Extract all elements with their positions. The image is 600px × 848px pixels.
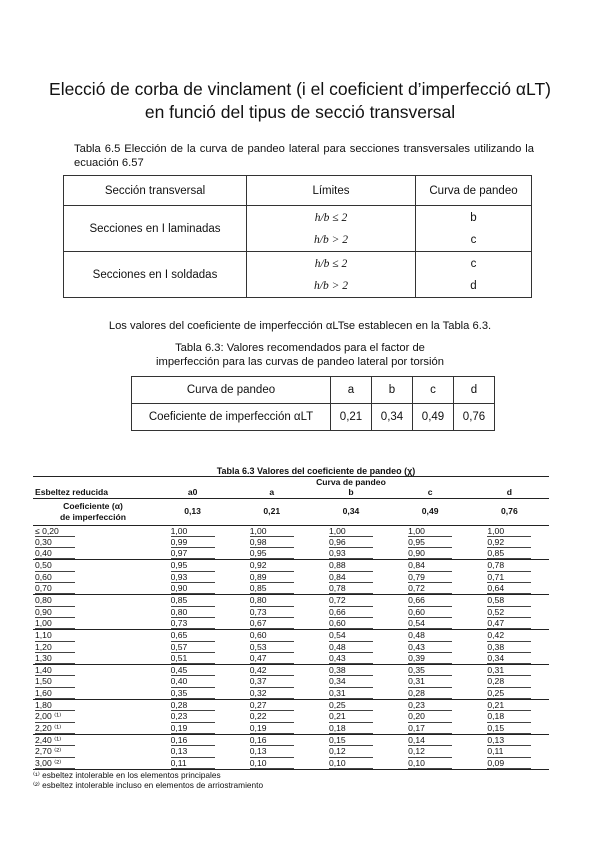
chi-value: 0,66 — [329, 607, 373, 618]
chi-value: 0,96 — [329, 537, 373, 548]
coef-value: 0,34 — [311, 498, 390, 525]
footnotes — [33, 770, 549, 790]
chi-value: 0,31 — [408, 676, 452, 687]
slenderness-value: 1,20 — [35, 642, 75, 653]
coef-cell: 0,49 — [413, 404, 454, 431]
chi-value: 0,37 — [250, 676, 294, 687]
coef-label: de imperfección — [60, 511, 126, 522]
slenderness-value: 2,00 ⁽¹⁾ — [35, 711, 75, 722]
chi-value: 0,14 — [408, 735, 452, 746]
curve-header: b — [311, 487, 390, 498]
table-6-5-caption: Tabla 6.5 Elección de la curva de pandeo lateral para secciones transversales utilizando la ecuación 6.57 — [74, 143, 534, 169]
chi-value: 1,00 — [171, 526, 215, 537]
chi-value: 0,19 — [250, 723, 294, 734]
chi-value: 0,09 — [487, 758, 531, 769]
chi-value: 0,54 — [408, 618, 452, 629]
chi-value: 0,88 — [329, 560, 373, 571]
chi-value: 0,51 — [171, 653, 215, 664]
slenderness-value: 1,50 — [35, 676, 75, 687]
table-6-3-imperfection — [131, 376, 495, 431]
chi-value: 0,10 — [250, 758, 294, 769]
chi-value: 0,97 — [171, 548, 215, 559]
chi-value: 0,54 — [329, 630, 373, 641]
chi-value: 0,65 — [171, 630, 215, 641]
chi-value: 0,15 — [329, 735, 373, 746]
chi-value: 0,73 — [250, 607, 294, 618]
imperfection-row — [33, 498, 549, 525]
chi-value: 0,95 — [408, 537, 452, 548]
chi-value: 0,32 — [250, 688, 294, 699]
page-title — [0, 78, 600, 124]
slenderness-value: 0,30 — [35, 537, 75, 548]
chi-value: 0,16 — [171, 735, 215, 746]
header-limits: Límites — [247, 176, 416, 206]
chi-value: 0,92 — [487, 537, 531, 548]
chi-value: 0,18 — [329, 723, 373, 734]
chi-value: 0,90 — [408, 548, 452, 559]
table-header-row — [33, 477, 549, 488]
coef-value: 0,49 — [391, 498, 470, 525]
chi-value: 0,42 — [487, 630, 531, 641]
chi-value: 0,85 — [487, 548, 531, 559]
chi-value: 0,43 — [408, 642, 452, 653]
slenderness-value: 0,50 — [35, 560, 75, 571]
table-row — [33, 734, 549, 746]
table-row — [33, 583, 549, 595]
table-row — [33, 560, 549, 572]
table-row — [33, 665, 549, 677]
curve-cell: b — [372, 377, 413, 404]
table-row — [64, 252, 532, 298]
table-body — [33, 525, 549, 769]
curve-header: c — [391, 487, 470, 498]
chi-value: 0,72 — [329, 595, 373, 606]
chi-value: 0,17 — [408, 723, 452, 734]
table-title: Tabla 6.3 Valores del coeficiente de pandeo (χ) — [216, 466, 416, 476]
caption-line: imperfección para las curvas de pandeo lateral por torsión — [156, 355, 444, 368]
title-line-1: Elecció de corba de vinclament (i el coeficient d’imperfecció αLT) — [49, 79, 551, 99]
chi-value: 0,71 — [487, 572, 531, 583]
chi-value: 0,43 — [329, 653, 373, 664]
slenderness-header: Esbeltez reducida — [33, 487, 153, 498]
curve-header: a — [232, 487, 311, 498]
chi-value: 0,95 — [250, 548, 294, 559]
buckling-coefficient-table — [33, 476, 549, 770]
title-line-2: en funció del tipus de secció transversal — [144, 102, 456, 122]
chi-value: 0,35 — [171, 688, 215, 699]
table-row — [64, 206, 532, 252]
chi-value: 1,00 — [408, 526, 452, 537]
chi-value: 0,95 — [171, 560, 215, 571]
coef-value: 0,76 — [470, 498, 549, 525]
table-row — [33, 537, 549, 548]
header-buckling-curve: Curva de pandeo — [416, 176, 532, 206]
curve-header: d — [470, 487, 549, 498]
curve: c — [470, 233, 477, 246]
slenderness-value: 0,70 — [35, 583, 75, 594]
curve-cell: d — [454, 377, 495, 404]
table-row — [132, 377, 495, 404]
chi-value: 0,84 — [329, 572, 373, 583]
chi-value: 0,23 — [408, 700, 452, 711]
table-row — [33, 758, 549, 770]
table-6-3-caption — [0, 342, 600, 369]
chi-value: 0,60 — [408, 607, 452, 618]
chi-value: 0,39 — [408, 653, 452, 664]
curve-cell: c — [413, 377, 454, 404]
chi-value: 0,79 — [408, 572, 452, 583]
chi-value: 0,90 — [171, 583, 215, 594]
table-row — [132, 404, 495, 431]
chi-value: 0,34 — [329, 676, 373, 687]
table-row — [33, 618, 549, 630]
caption-line: Tabla 6.3: Valores recomendados para el factor de — [175, 342, 425, 354]
chi-value: 0,80 — [171, 607, 215, 618]
slenderness-value: 2,70 ⁽²⁾ — [35, 746, 75, 757]
slenderness-value: 1,00 — [35, 618, 75, 629]
chi-value: 0,18 — [487, 711, 531, 722]
limit: h/b ≤ 2 — [314, 257, 348, 270]
chi-value: 0,64 — [487, 583, 531, 594]
chi-value: 1,00 — [250, 526, 294, 537]
coef-value: 0,21 — [232, 498, 311, 525]
chi-value: 0,12 — [329, 746, 373, 757]
chi-value: 0,48 — [408, 630, 452, 641]
table-row — [33, 700, 549, 712]
section-laminated: Secciones en I laminadas — [64, 206, 247, 252]
chi-value: 0,34 — [487, 653, 531, 664]
table-row — [33, 595, 549, 607]
chi-value: 0,89 — [250, 572, 294, 583]
intro-text: Los valores del coeficiente de imperfección αLTse establecen en la Tabla 6.3. — [108, 320, 492, 332]
chi-value: 0,58 — [487, 595, 531, 606]
chi-value: 0,10 — [408, 758, 452, 769]
chi-value: 0,92 — [250, 560, 294, 571]
slenderness-value: 1,40 — [35, 665, 75, 676]
row-label: Curva de pandeo — [132, 377, 331, 404]
chi-value: 0,15 — [487, 723, 531, 734]
table-row — [33, 642, 549, 653]
chi-value: 0,72 — [408, 583, 452, 594]
chi-value: 0,40 — [171, 676, 215, 687]
chi-value: 0,66 — [408, 595, 452, 606]
chi-value: 0,99 — [171, 537, 215, 548]
slenderness-value: 0,90 — [35, 607, 75, 618]
chi-value: 0,11 — [171, 758, 215, 769]
limit: h/b ≤ 2 — [314, 211, 348, 224]
chi-value: 0,47 — [487, 618, 531, 629]
chi-value: 0,19 — [171, 723, 215, 734]
slenderness-value: 2,40 ⁽¹⁾ — [35, 735, 75, 746]
chi-value: 0,78 — [329, 583, 373, 594]
table-row — [33, 746, 549, 757]
table-row — [33, 548, 549, 560]
curve-header: a0 — [153, 487, 232, 498]
chi-value: 1,00 — [329, 526, 373, 537]
chi-value: 0,93 — [329, 548, 373, 559]
chi-value: 0,80 — [250, 595, 294, 606]
chi-value: 0,16 — [250, 735, 294, 746]
table-row — [33, 711, 549, 722]
slenderness-value: 0,80 — [35, 595, 75, 606]
coef-label: Coeficiente (α) — [63, 500, 123, 511]
chi-value: 0,42 — [250, 665, 294, 676]
chi-value: 0,23 — [171, 711, 215, 722]
coef-cell: 0,34 — [372, 404, 413, 431]
curve: d — [470, 279, 477, 292]
chi-value: 0,25 — [329, 700, 373, 711]
slenderness-value: 1,10 — [35, 630, 75, 641]
table-row — [33, 607, 549, 618]
chi-value: 0,31 — [487, 665, 531, 676]
chi-value: 0,10 — [329, 758, 373, 769]
chi-value: 0,25 — [487, 688, 531, 699]
chi-value: 0,38 — [329, 665, 373, 676]
slenderness-value: ≤ 0,20 — [35, 526, 75, 537]
slenderness-value: 1,80 — [35, 700, 75, 711]
slenderness-value: 0,60 — [35, 572, 75, 583]
chi-value: 0,12 — [408, 746, 452, 757]
slenderness-value: 0,40 — [35, 548, 75, 559]
chi-value: 0,47 — [250, 653, 294, 664]
chi-value: 0,57 — [171, 642, 215, 653]
chi-value: 0,35 — [408, 665, 452, 676]
chi-value: 0,21 — [329, 711, 373, 722]
curve: c — [470, 257, 477, 270]
buckling-coefficient-table-block — [33, 466, 549, 790]
table-6-5 — [63, 175, 532, 298]
chi-value: 0,28 — [408, 688, 452, 699]
table-row — [33, 676, 549, 687]
chi-value: 0,98 — [250, 537, 294, 548]
chi-value: 0,78 — [487, 560, 531, 571]
chi-value: 0,13 — [487, 735, 531, 746]
table-row — [33, 653, 549, 665]
coef-value: 0,13 — [153, 498, 232, 525]
slenderness-value: 3,00 ⁽²⁾ — [35, 758, 75, 769]
curve-cell: a — [331, 377, 372, 404]
coef-cell: 0,21 — [331, 404, 372, 431]
chi-value: 0,31 — [329, 688, 373, 699]
table-row — [33, 572, 549, 583]
slenderness-value: 2,20 ⁽¹⁾ — [35, 723, 75, 734]
chi-value: 0,67 — [250, 618, 294, 629]
limit: h/b > 2 — [314, 233, 348, 246]
curve-group-header: Curva de pandeo — [232, 477, 470, 488]
chi-value: 0,84 — [408, 560, 452, 571]
chi-value: 0,20 — [408, 711, 452, 722]
chi-value: 0,11 — [487, 746, 531, 757]
chi-value: 0,45 — [171, 665, 215, 676]
chi-value: 0,73 — [171, 618, 215, 629]
footnote: ⁽²⁾ esbeltez intolerable incluso en elementos de arriostramiento — [33, 779, 264, 790]
chi-value: 0,60 — [329, 618, 373, 629]
chi-value: 0,22 — [250, 711, 294, 722]
chi-value: 0,60 — [250, 630, 294, 641]
chi-value: 0,53 — [250, 642, 294, 653]
chi-value: 0,13 — [171, 746, 215, 757]
chi-value: 0,28 — [487, 676, 531, 687]
chi-value: 0,85 — [171, 595, 215, 606]
table-header-row — [33, 487, 549, 498]
row-label: Coeficiente de imperfección αLT — [132, 404, 331, 431]
chi-value: 0,38 — [487, 642, 531, 653]
table-row — [33, 723, 549, 735]
slenderness-value: 1,60 — [35, 688, 75, 699]
chi-value: 0,93 — [171, 572, 215, 583]
chi-value: 0,21 — [487, 700, 531, 711]
footnote: ⁽¹⁾ esbeltez intolerable en los elementos principales — [33, 769, 221, 780]
chi-value: 0,28 — [171, 700, 215, 711]
chi-value: 0,48 — [329, 642, 373, 653]
table-row — [33, 525, 549, 537]
chi-value: 0,85 — [250, 583, 294, 594]
chi-value: 0,27 — [250, 700, 294, 711]
coef-cell: 0,76 — [454, 404, 495, 431]
curve: b — [470, 211, 477, 224]
slenderness-value: 1,30 — [35, 653, 75, 664]
chi-value: 0,13 — [250, 746, 294, 757]
header-cross-section: Sección transversal — [64, 176, 247, 206]
chi-value: 1,00 — [487, 526, 531, 537]
table-row — [33, 630, 549, 642]
limit: h/b > 2 — [314, 279, 348, 292]
table-row — [33, 688, 549, 700]
chi-value: 0,52 — [487, 607, 531, 618]
section-welded: Secciones en I soldadas — [64, 252, 247, 298]
